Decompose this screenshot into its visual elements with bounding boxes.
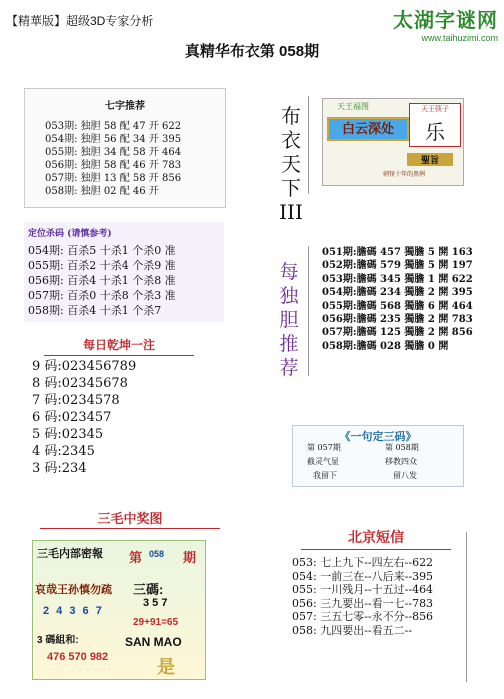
beijing-sms-rows — [292, 556, 464, 637]
beijing-sms-box — [288, 527, 464, 677]
vertical-char: 布 — [281, 104, 301, 128]
sanmao-text: 3 碼組和: — [37, 635, 79, 646]
hint-text: 我留下 — [313, 471, 337, 480]
position-kill-box — [24, 222, 224, 322]
sanmao-text: SAN MAO — [125, 635, 182, 649]
list-item: 051期:膽碼 457 獨膽 5 開 163 — [322, 247, 473, 258]
baiyun-image — [322, 98, 464, 186]
list-item: 054期: 独胆 56 配 34 开 395 — [45, 134, 182, 145]
list-item: 053期:膽碼 345 獨膽 1 開 622 — [322, 273, 473, 285]
position-kill-rows — [28, 243, 224, 318]
beijing-sms-title: 北京短信 — [301, 527, 451, 550]
vertical-char: 衣 — [281, 128, 301, 152]
list-item: 053期: 独胆 58 配 47 开 622 — [45, 121, 182, 132]
daily-pick-box — [24, 336, 204, 476]
vertical-char: 独 — [279, 285, 299, 307]
list-item: 055: 一川残月--十五过--464 — [292, 583, 434, 596]
list-item: 057期: 独胆 13 配 58 开 856 — [45, 173, 182, 184]
list-item: 8 码:02345678 — [32, 376, 128, 391]
page-title: 真精华布衣第 058期 — [184, 43, 320, 60]
one-sentence-box — [292, 425, 464, 487]
list-item: 057: 三五七零--永不分--856 — [292, 610, 434, 623]
sanmao-text: 476 570 982 — [47, 651, 109, 663]
list-item: 055期:膽碼 568 獨膽 6 開 464 — [322, 300, 473, 312]
list-item: 4 码:2345 — [32, 444, 95, 459]
list-item: 055期: 独胆 34 配 58 开 464 — [45, 147, 182, 158]
period-label: 第 058期 — [385, 443, 419, 452]
sanmao-text: 三碼: — [133, 582, 164, 597]
list-item: 058期:膽碼 028 獨膽 0 開 — [322, 340, 449, 352]
image-text: 刺怪十年的黑例 — [383, 171, 426, 178]
logo-url: www.taihuzimi.com — [421, 33, 498, 43]
dan-code-rows — [322, 246, 490, 353]
vertical-char: 天 — [281, 152, 301, 176]
sanmao-text: 期 — [183, 550, 197, 565]
list-item: 3 码:234 — [32, 461, 87, 476]
hint-text: 截灵气显 — [307, 457, 339, 466]
divider — [466, 532, 467, 682]
list-item: 7 码:0234578 — [32, 393, 120, 408]
daily-pick-rows — [32, 358, 204, 477]
seven-digit-box — [24, 88, 226, 208]
list-item: 056: 三九要出--看一七--783 — [292, 596, 434, 610]
list-item: 058期: 独胆 02 配 46 开 — [45, 186, 159, 197]
sanmao-text: 三毛内部密報 — [37, 548, 103, 560]
dan-code-box — [322, 240, 490, 380]
daily-pick-title: 每日乾坤一注 — [44, 336, 194, 356]
image-text: 天王福图 — [337, 102, 369, 111]
list-item: 058: 九四要出--看五二-- — [292, 623, 413, 637]
vertical-char: 推 — [279, 333, 299, 355]
list-item: 057期:膽碼 125 獨膽 2 開 856 — [322, 327, 473, 339]
sanmao-text: 3 5 7 — [143, 597, 168, 609]
list-item: 056期:膽碼 235 獨膽 2 開 783 — [322, 314, 473, 326]
image-text: 聖旨 — [407, 153, 453, 166]
vertical-char: 每 — [279, 261, 299, 283]
image-text: 天王筷子 — [421, 105, 449, 113]
list-item: 058期: 百杀4 十杀1 个杀7 — [28, 304, 162, 317]
seven-digit-title: 七字推荐 — [105, 101, 145, 112]
list-item: 057期: 百杀0 十杀8 个杀3 准 — [28, 289, 176, 302]
vertical-char: 荐 — [279, 357, 299, 379]
image-box — [409, 103, 461, 147]
vertical-char: 下 — [281, 176, 301, 200]
list-item: 056期: 独胆 58 配 46 开 783 — [45, 160, 182, 171]
divider — [308, 246, 309, 376]
list-item: 6 码:023457 — [32, 410, 112, 425]
divider — [308, 96, 309, 194]
site-logo[interactable] — [393, 4, 498, 43]
logo-main: 太湖字谜网 — [393, 10, 498, 32]
list-item: 054期:膽碼 234 獨膽 2 開 395 — [322, 287, 473, 299]
one-sentence-title: 《一句定三码》 — [339, 430, 417, 443]
top-left-caption: 【精華版】超级3D专家分析 — [6, 14, 154, 28]
sanmao-text: 2 4 3 6 7 — [43, 605, 104, 617]
vertical-char: 胆 — [279, 309, 299, 331]
period-label: 第 057期 — [307, 443, 341, 452]
sanmao-text: 第 — [129, 550, 143, 565]
sanmao-text: 是 — [157, 657, 175, 677]
sanmao-text: 哀哉王孙慎勿疏 — [35, 584, 112, 596]
sanmao-text: 29+91=65 — [133, 617, 179, 628]
vertical-char: III — [279, 200, 303, 224]
single-pick-vertical-label — [276, 260, 302, 380]
seven-digit-rows — [45, 120, 225, 198]
sanmao-title: 三毛中奖图 — [40, 508, 220, 529]
list-item: 5 码:02345 — [32, 427, 104, 442]
hint-text: 移教四众 — [385, 457, 417, 466]
list-item: 055期: 百杀2 十杀4 个杀9 准 — [28, 259, 176, 272]
list-item: 054: 一前三在--八后来--395 — [292, 569, 434, 583]
sanmao-text: 058 — [149, 549, 165, 559]
list-item: 052期:膽碼 579 獨膽 5 開 197 — [322, 260, 473, 272]
image-text: 白云深处 — [327, 117, 409, 141]
hint-text: 留八发 — [393, 471, 417, 480]
list-item: 9 码:023456789 — [32, 359, 137, 374]
list-item: 053: 七上九下--四左右--622 — [292, 556, 434, 569]
list-item: 054期: 百杀5 十杀1 个杀0 准 — [28, 244, 176, 257]
buyi-vertical-label — [278, 104, 304, 224]
position-kill-title: 定位杀码 (请慎参考) — [28, 229, 112, 239]
sanmao-image — [32, 540, 206, 680]
image-glyph: 乐 — [425, 120, 445, 144]
list-item: 056期: 百杀4 十杀1 个杀8 准 — [28, 274, 176, 287]
